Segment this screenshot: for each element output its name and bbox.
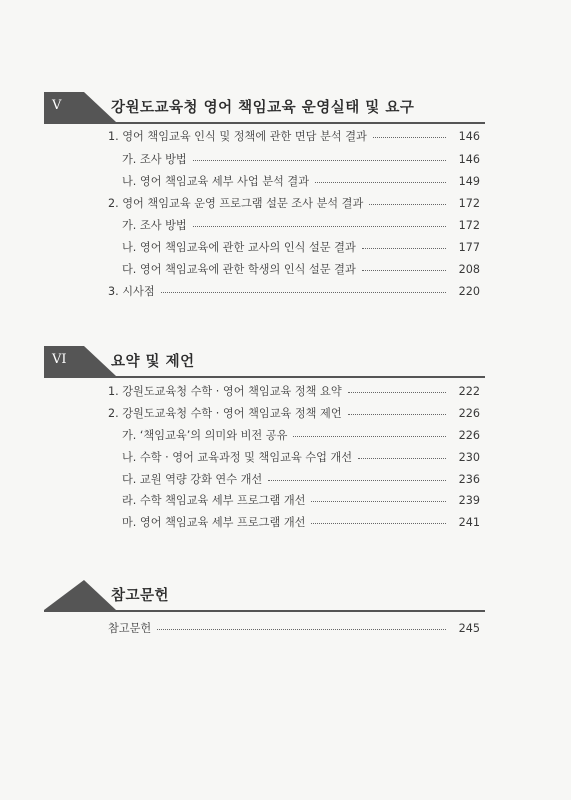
toc-entry[interactable] xyxy=(122,239,480,259)
toc-entry-label: 다. 교원 역량 강화 연수 개선 xyxy=(122,473,263,486)
toc-entry-label: 1. 영어 책임교육 인식 및 정책에 관한 면담 분석 결과 xyxy=(108,130,367,143)
toc-leader-dots xyxy=(362,238,446,249)
toc-entry-page: 222 xyxy=(458,385,480,398)
toc-entry-page: 241 xyxy=(458,516,480,529)
toc-entry-label: 나. 영어 책임교육 세부 사업 분석 결과 xyxy=(122,175,310,188)
toc-leader-dots xyxy=(268,470,446,481)
section-divider xyxy=(44,376,485,378)
toc-entry-label: 참고문헌 xyxy=(108,622,152,635)
toc-entry-page: 245 xyxy=(458,622,480,635)
toc-entry-page: 177 xyxy=(458,241,480,254)
section-divider xyxy=(44,610,485,612)
toc-entry-page: 226 xyxy=(458,429,480,442)
toc-entry[interactable] xyxy=(108,405,480,425)
toc-entry-page: 172 xyxy=(458,219,480,232)
toc-leader-dots xyxy=(311,513,446,524)
toc-entry[interactable] xyxy=(122,492,480,512)
section-number: V xyxy=(52,98,62,113)
toc-entry-page: 146 xyxy=(458,153,480,166)
toc-leader-dots xyxy=(193,216,446,227)
toc-leader-dots xyxy=(369,194,446,205)
toc-entry-label: 가. ‘책임교육’의 의미와 비전 공유 xyxy=(122,429,288,442)
toc-entry[interactable] xyxy=(122,151,480,171)
section-header xyxy=(0,346,571,376)
toc-entry-page: 220 xyxy=(458,285,480,298)
toc-entry-label: 나. 수학 · 영어 교육과정 및 책임교육 수업 개선 xyxy=(122,451,353,464)
toc-entry-page: 149 xyxy=(458,175,480,188)
toc-entry[interactable] xyxy=(122,427,480,447)
toc-entry[interactable] xyxy=(108,620,480,640)
section-divider xyxy=(44,122,485,124)
toc-entry[interactable] xyxy=(108,283,480,303)
section-title[interactable]: 요약 및 제언 xyxy=(111,354,195,370)
toc-leader-dots xyxy=(311,491,446,502)
toc-entry-page: 208 xyxy=(458,263,480,276)
toc-entry-page: 146 xyxy=(458,130,480,143)
section-tab-shape xyxy=(44,580,116,610)
toc-entry-label: 가. 조사 방법 xyxy=(122,219,187,232)
toc-entry[interactable] xyxy=(122,449,480,469)
toc-entry[interactable] xyxy=(122,471,480,491)
toc-entry[interactable] xyxy=(108,128,480,148)
section-title[interactable]: 참고문헌 xyxy=(111,588,170,604)
toc-entry-label: 다. 영어 책임교육에 관한 학생의 인식 설문 결과 xyxy=(122,263,356,276)
toc-entry-page: 236 xyxy=(458,473,480,486)
toc-entry-page: 230 xyxy=(458,451,480,464)
toc-leader-dots xyxy=(348,404,446,415)
toc-leader-dots xyxy=(362,260,446,271)
toc-entry[interactable] xyxy=(122,261,480,281)
toc-entry[interactable] xyxy=(108,195,480,215)
section-title[interactable]: 강원도교육청 영어 책임교육 운영실태 및 요구 xyxy=(111,100,415,116)
toc-entry-label: 2. 영어 책임교육 운영 프로그램 설문 조사 분석 결과 xyxy=(108,197,364,210)
toc-leader-dots xyxy=(348,382,446,393)
section-v xyxy=(0,92,571,122)
toc-entry-page: 239 xyxy=(458,494,480,507)
toc-leader-dots xyxy=(373,127,446,138)
toc-leader-dots xyxy=(193,150,446,161)
toc-entry-page: 172 xyxy=(458,197,480,210)
section-references xyxy=(0,580,571,610)
section-number: VI xyxy=(52,352,67,367)
toc-entry-label: 나. 영어 책임교육에 관한 교사의 인식 설문 결과 xyxy=(122,241,356,254)
toc-entry-label: 3. 시사점 xyxy=(108,285,155,298)
toc-entry-label: 마. 영어 책임교육 세부 프로그램 개선 xyxy=(122,516,306,529)
section-header xyxy=(0,580,571,610)
toc-entry-label: 가. 조사 방법 xyxy=(122,153,187,166)
toc-entry[interactable] xyxy=(122,173,480,193)
toc-entry-label: 2. 강원도교육청 수학 · 영어 책임교육 정책 제언 xyxy=(108,407,342,420)
toc-entry-label: 라. 수학 책임교육 세부 프로그램 개선 xyxy=(122,494,306,507)
toc-leader-dots xyxy=(161,282,446,293)
toc-entry[interactable] xyxy=(108,383,480,403)
toc-entry-page: 226 xyxy=(458,407,480,420)
section-vi xyxy=(0,346,571,376)
toc-entry-label: 1. 강원도교육청 수학 · 영어 책임교육 정책 요약 xyxy=(108,385,342,398)
toc-leader-dots xyxy=(358,448,446,459)
toc-leader-dots xyxy=(315,172,446,183)
section-header xyxy=(0,92,571,122)
toc-leader-dots xyxy=(157,619,446,630)
toc-leader-dots xyxy=(293,426,446,437)
toc-entry[interactable] xyxy=(122,217,480,237)
toc-entry[interactable] xyxy=(122,514,480,534)
